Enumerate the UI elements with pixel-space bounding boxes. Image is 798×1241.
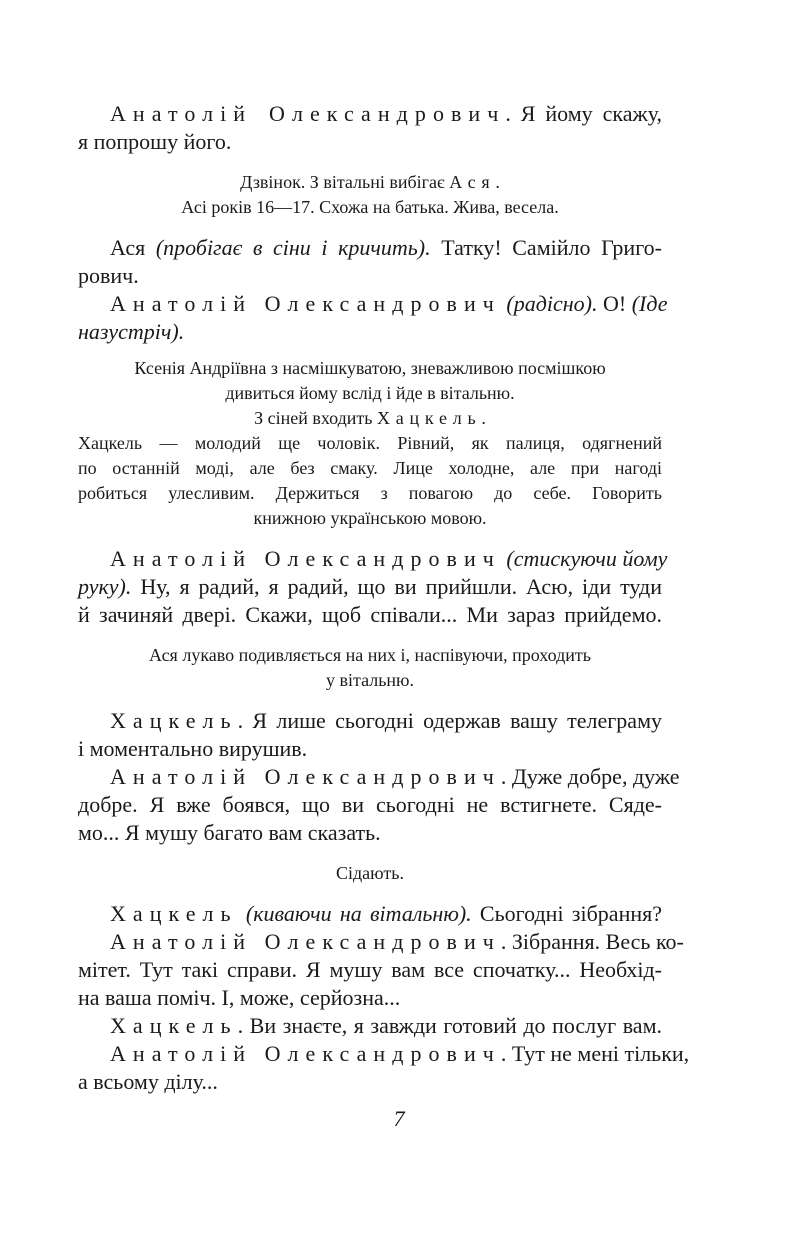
stage-aside: (киваючи на вітальню). — [245, 901, 472, 926]
stage-aside: назустріч). — [78, 319, 185, 344]
speech-line: Хацкель. Я лише сьогодні одержав вашу телеграму — [110, 708, 662, 733]
speech-line: Анатолій Олександрович. Тут не мені тільки, — [110, 1041, 690, 1066]
stage-direction: Хацкель — молодий ще чоловік. Рівний, як палиця, одягнений — [78, 433, 662, 453]
stage-direction: З сіней входить Хацкель. — [254, 408, 486, 428]
page-number: 7 — [393, 1106, 405, 1131]
stage-aside: (стискуючи йому — [506, 546, 668, 571]
speaker-name: Анатолій Олександрович — [110, 546, 501, 571]
speaker-name: Хацкель — [110, 708, 238, 733]
stage-direction: у вітальню. — [325, 670, 414, 690]
speech-line: добре. Я вже боявся, що ви сьогодні не встигнете. Сяде- — [78, 792, 662, 817]
stage-direction: Сідають. — [336, 863, 404, 883]
stage-direction: Дзвінок. З вітальні вибігає Ася. — [240, 172, 500, 192]
speaker-name: Анатолій Олександрович — [110, 1041, 501, 1066]
speech-line — [78, 545, 668, 573]
speaker-name: Анатолій Олександрович — [110, 291, 501, 316]
speech-line: а всьому ділу... — [78, 1069, 218, 1094]
stage-aside: (Іде — [631, 291, 668, 316]
stage-direction: Асі років 16—17. Схожа на батька. Жива, весела. — [181, 197, 559, 217]
speech-line: Хацкель (киваючи на вітальню). Сьогодні зібрання? — [110, 901, 662, 926]
speech-line: Анатолій Олександрович. Дуже добре, дуже — [110, 764, 680, 789]
speech-line: рович. — [78, 263, 139, 288]
speaker-name: Ася — [110, 235, 146, 260]
stage-aside: (радісно). — [506, 291, 598, 316]
stage-direction: Ася лукаво подивляється на них і, наспівуючи, проходить — [149, 645, 591, 665]
speech-line: Анатолій Олександрович. Зібрання. Весь ко- — [110, 929, 684, 954]
speech-line: Анатолій Олександрович. Я йому скажу, — [110, 101, 662, 126]
page-body — [78, 100, 690, 1096]
stage-direction: книжною українською мовою. — [253, 508, 487, 528]
speech-line: і моментально вирушив. — [78, 736, 308, 761]
speech-line: Хацкель. Ви знаєте, я завжди готовий до послуг вам. — [110, 1013, 662, 1038]
speaker-name: Хацкель — [110, 901, 238, 926]
stage-aside: (пробігає в сіни і кричить). — [155, 235, 431, 260]
stage-direction: дивиться йому вслід і йде в вітальню. — [225, 383, 515, 403]
speech-line: руку). Ну, я радий, я радий, що ви прийшли. Асю, іди туди — [78, 574, 662, 599]
stage-aside: руку). — [78, 574, 132, 599]
speech-line: на ваша поміч. І, може, серйозна... — [78, 985, 401, 1010]
speaker-name: Хацкель — [377, 408, 482, 428]
speech-line: я попрошу його. — [78, 129, 232, 154]
speaker-name: Анатолій Олександрович — [110, 764, 501, 789]
speech-line: Анатолій Олександрович (радісно). О! (Іде — [110, 291, 668, 316]
speech-line: Ася (пробігає в сіни і кричить). Татку! Самійло Григо- — [110, 235, 662, 260]
speaker-name: Хацкель — [110, 1013, 238, 1038]
speaker-name: Ася — [449, 172, 496, 192]
speaker-name: Анатолій Олександрович — [110, 101, 506, 126]
stage-direction: по останній моді, але без смаку. Лице холодне, але при нагоді — [78, 458, 662, 478]
speech-line — [78, 318, 662, 346]
speaker-name: Анатолій Олександрович — [110, 929, 501, 954]
speech-line: мітет. Тут такі справи. Я мушу вам все спочатку... Необхід- — [78, 957, 662, 982]
stage-direction: робиться улесливим. Держиться з повагою до себе. Говорить — [78, 483, 662, 503]
speech-line: й зачиняй двері. Скажи, щоб співали... Ми зараз прийдемо. — [78, 602, 662, 627]
speech-line: мо... Я мушу багато вам сказать. — [78, 820, 381, 845]
stage-direction: Ксенія Андріївна з насмішкуватою, зневажливою посмішкою — [134, 358, 606, 378]
